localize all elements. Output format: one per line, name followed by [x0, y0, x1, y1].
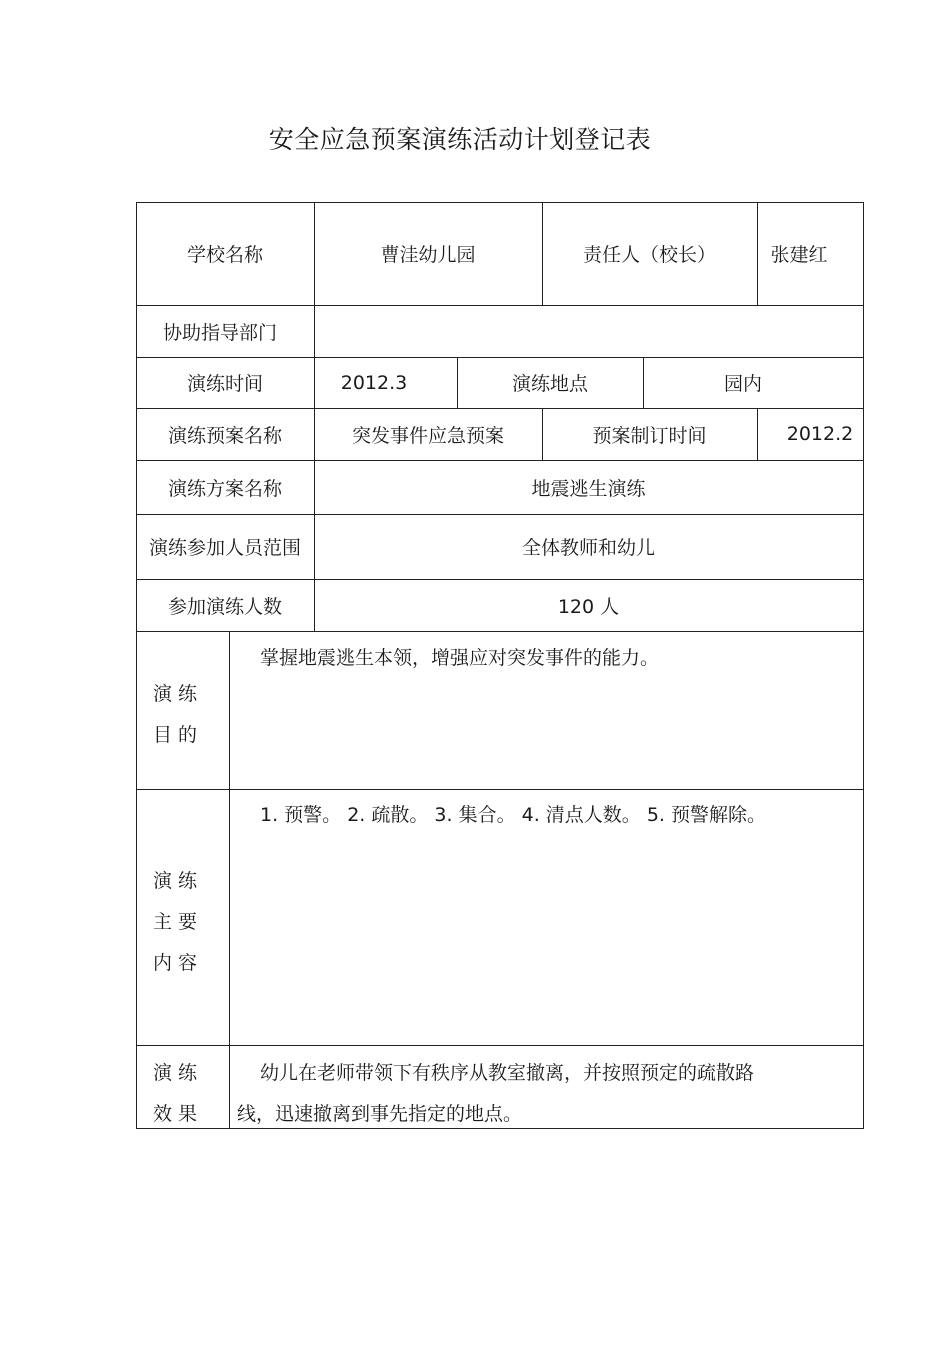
plan-date-value: 2012.2	[786, 423, 854, 445]
scheme-name-label: 演练方案名称	[167, 477, 282, 500]
plan-name-value: 突发事件应急预案	[351, 424, 504, 447]
participant-scope-label: 演练参加人员范围	[148, 537, 301, 559]
drill-time-label: 演练时间	[186, 373, 263, 395]
school-name-value: 曹洼幼儿园	[380, 244, 476, 266]
content-label: 演 练 主 要 内 容	[153, 870, 198, 974]
scheme-name-value: 地震逃生演练	[531, 477, 646, 500]
responsible-value: 张建红	[770, 244, 828, 266]
drill-place-value: 园内	[723, 373, 762, 395]
effect-text-line1: 幼儿在老师带领下有秩序从教室撤离，并按照预定的疏散路	[260, 1062, 755, 1084]
plan-date-label: 预案制订时间	[592, 424, 707, 447]
purpose-label: 演 练 目 的	[153, 683, 198, 746]
responsible-label: 责任人（校长）	[582, 244, 716, 266]
plan-name-label: 演练预案名称	[167, 424, 282, 447]
page-title: 安全应急预案演练活动计划登记表	[268, 125, 652, 154]
assist-dept-value	[314, 305, 863, 357]
school-name-label: 学校名称	[186, 244, 263, 266]
content-text: 1. 预警。 2. 疏散。 3. 集合。 4. 清点人数。 5. 预警解除。	[260, 804, 766, 826]
drill-place-label: 演练地点	[511, 373, 588, 395]
participant-count-value: 120 人	[557, 595, 620, 618]
purpose-text: 掌握地震逃生本领，增强应对突发事件的能力。	[260, 647, 660, 669]
participant-count-label: 参加演练人数	[167, 595, 282, 618]
assist-dept-label: 协助指导部门	[162, 321, 277, 344]
effect-label: 演 练 效 果	[153, 1062, 198, 1125]
effect-text-line2: 线，迅速撤离到事先指定的地点。	[237, 1103, 523, 1125]
drill-time-value: 2012.3	[340, 371, 408, 394]
participant-scope-value: 全体教师和幼儿	[521, 537, 655, 559]
